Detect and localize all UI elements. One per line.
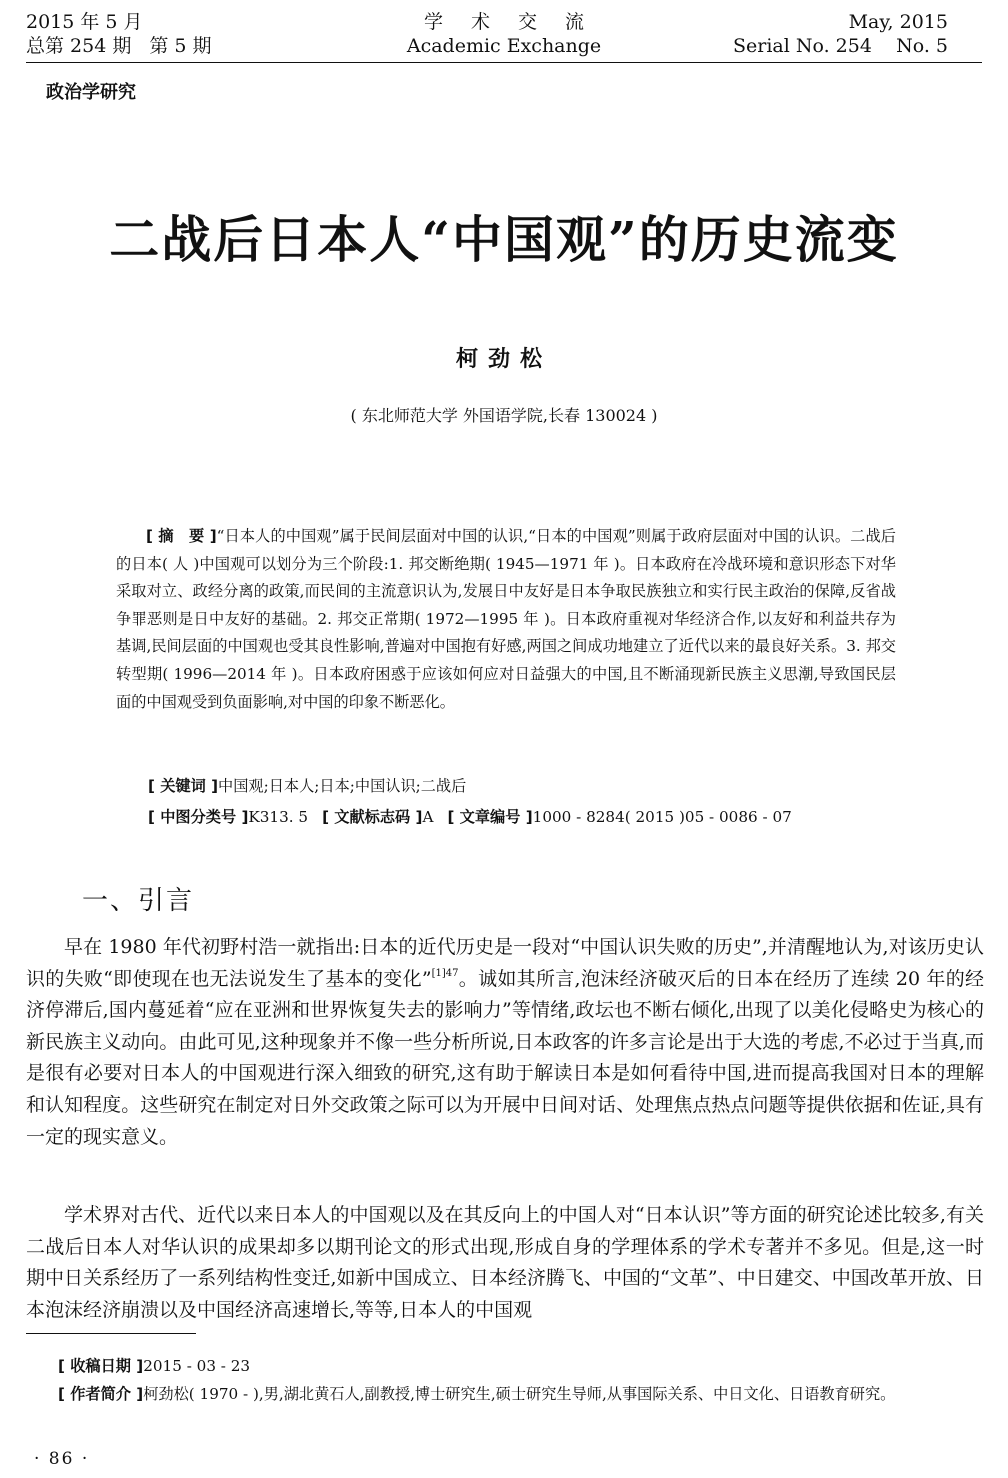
author-bio-label: [ 作者简介 ] bbox=[58, 1385, 144, 1403]
classification-line bbox=[148, 806, 792, 827]
clc-value: K313. 5 bbox=[248, 808, 309, 826]
clc-label: [ 中图分类号 ] bbox=[148, 808, 249, 826]
issue-number: 第 5 期 bbox=[149, 35, 212, 57]
article-id-value: 1000 - 8284( 2015 )05 - 0086 - 07 bbox=[532, 808, 792, 826]
author-name: 柯劲松 bbox=[455, 346, 552, 372]
footnote-received bbox=[26, 1353, 984, 1379]
abstract bbox=[116, 523, 896, 716]
article-title: 二战后日本人“中国观”的历史流变 bbox=[109, 210, 899, 269]
received-value: 2015 - 03 - 23 bbox=[143, 1357, 251, 1375]
issue-serial-en: Serial No. 254 No. 5 bbox=[733, 35, 948, 57]
article-id-label: [ 文章编号 ] bbox=[447, 808, 533, 826]
section-label: 政治学研究 bbox=[46, 82, 136, 103]
footnote-author-bio bbox=[26, 1381, 984, 1407]
page-number: · 86 · bbox=[34, 1449, 90, 1469]
abstract-text: “日本人的中国观”属于民间层面对中国的认识,“日本的中国观”则属于政府层面对中国的认识。二战后的日本( 人 )中国观可以划分为三个阶段:1. 邦交断绝期( 1945—1971 年 )。日本政府在冷战环境和意识形态下对华采取对立、政经分离的政策,而民间的主流意识认为,发展日中友好是日本争取民族独立和实行民主政治的保障,反省战争罪恶则是日中友好的基础。2. 邦交正常期( 1972—1995 年 )。日本政府重视对华经济合作,以友好和利益共存为基调,民间层面的中国观也受其良性影响,普遍对中国抱有好感,两国之间成功地建立了近代以来的最良好关系。3. 邦交转型期( 1996—2014 年 )。日本政府困惑于应该如何应对日益强大的中国,且不断涌现新民族主义思潮,导致国民层面的中国观受到负面影响,对中国的印象不断恶化。 bbox=[116, 527, 896, 711]
journal-name-cn: 学术交流 bbox=[423, 11, 612, 33]
author-affiliation: ( 东北师范大学 外国语学院,长春 130024 ) bbox=[350, 406, 658, 425]
citation-ref: [1]47 bbox=[431, 967, 459, 979]
doc-code-value: A bbox=[422, 808, 434, 826]
p1-text-b: 。诚如其所言,泡沫经济破灭后的日本在经历了连续 20 年的经济停滞后,国内蔓延着“应在亚洲和世界恢复失去的影响力”等情绪,政坛也不断右倾化,出现了以美化侵略史为核心的新民族主义动向。由此可见,这种现象并不像一些分析所说,日本政客的许多言论是出于大选的考虑,不必过于当真,而是很有必要对日本人的中国观进行深入细致的研究,这有助于解读日本是如何看待中国,进而提高我国对日本的理解和认知程度。这些研究在制定对日外交政策之际可以为开展中日间对话、处理焦点热点问题等提供依据和佐证,具有一定的现实意义。 bbox=[26, 967, 984, 1148]
keywords bbox=[148, 775, 466, 796]
issue-total: 总第 254 期 bbox=[26, 35, 132, 57]
author-bio-value: 柯劲松( 1970 - ),男,湖北黄石人,副教授,博士研究生,硕士研究生导师,从事国际关系、中日文化、日语教育研究。 bbox=[143, 1385, 896, 1403]
p1-text-a: 早在 1980 年代初野村浩一就指出:日本的近代历史是一段对“中国认识失败的历史”,并清醒地认为,对该历史认识的失败“即使现在也无法说发生了基本的变化” bbox=[26, 936, 984, 990]
issue-date-en: May, 2015 bbox=[848, 11, 948, 33]
body-paragraph-1 bbox=[26, 932, 984, 1153]
journal-name-en: Academic Exchange bbox=[406, 35, 602, 57]
footnote-divider bbox=[26, 1333, 196, 1334]
keywords-label: [ 关键词 ] bbox=[148, 777, 219, 795]
doc-code-label: [ 文献标志码 ] bbox=[322, 808, 423, 826]
issue-date: 2015 年 5 月 bbox=[26, 11, 143, 33]
header-divider bbox=[26, 62, 982, 63]
header-right bbox=[733, 10, 948, 58]
keywords-text: 中国观;日本人;日本;中国认识;二战后 bbox=[218, 777, 467, 795]
section-heading: 一、引言 bbox=[82, 886, 195, 916]
abstract-label: [ 摘 要 ] bbox=[146, 527, 217, 545]
body-paragraph-2: 学术界对古代、近代以来日本人的中国观以及在其反向上的中国人对“日本认识”等方面的研究论述比较多,有关二战后日本人对华认识的成果却多以期刊论文的形式出现,形成自身的学理体系的学术专著并不多见。但是,这一时期中日关系经历了一系列结构性变迁,如新中国成立、日本经济腾飞、中国的“文革”、中日建交、中国改革开放、日本泡沫经济崩溃以及中国经济高速增长,等等,日本人的中国观 bbox=[26, 1204, 984, 1321]
received-label: [ 收稿日期 ] bbox=[58, 1357, 144, 1375]
